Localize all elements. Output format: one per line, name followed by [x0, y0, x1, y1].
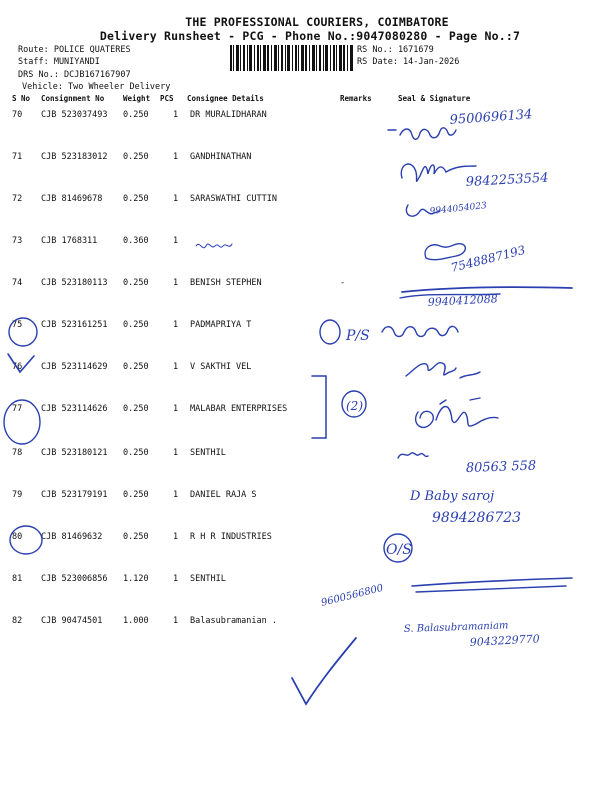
- row-sno: 76: [12, 362, 23, 372]
- phone-row78: 80563 558: [465, 458, 537, 476]
- row-consignment: CJB 81469632: [41, 532, 103, 542]
- table-row: [0, 194, 600, 236]
- row-pcs: 1: [173, 152, 179, 162]
- row-sno: 74: [12, 278, 23, 288]
- rs-date: RS Date: 14-Jan-2026: [357, 57, 460, 67]
- row-consignee: R H R INDUSTRIES: [190, 532, 272, 542]
- phone-row82: 9043229770: [469, 632, 541, 649]
- name-row82: S. Balasubramaniam: [403, 620, 509, 635]
- barcode-icon: [230, 45, 354, 71]
- row-consignment: CJB 523183012: [41, 152, 108, 162]
- runsheet-title: Delivery Runsheet - PCG - Phone No.:9047080280 - Page No.:7: [99, 29, 521, 43]
- row-pcs: 1: [173, 490, 179, 500]
- col-seal-signature: Seal & Signature: [398, 94, 471, 103]
- row-weight: 0.250: [123, 194, 149, 204]
- row-pcs: 1: [173, 236, 179, 246]
- col-sno: S No: [12, 94, 31, 103]
- row-pcs: 1: [173, 532, 179, 542]
- row-consignment: CJB 523006856: [41, 574, 108, 584]
- row-consignee: DANIEL RAJA S: [190, 490, 257, 500]
- row-consignee: BENISH STEPHEN: [190, 278, 262, 288]
- drs-number: DRS No.: DCJB167167907: [18, 70, 131, 80]
- row-sno: 80: [12, 532, 23, 542]
- row-consignment: CJB 90474501: [41, 616, 103, 626]
- row-sno: 75: [12, 320, 23, 330]
- row-pcs: 1: [173, 362, 179, 372]
- row-sno: 71: [12, 152, 23, 162]
- row-pcs: 1: [173, 110, 179, 120]
- phone-row73: 7548887193: [449, 242, 527, 275]
- phone-row72: 9944054023: [429, 201, 488, 217]
- vehicle-label: Vehicle: Two Wheeler Delivery: [22, 82, 171, 92]
- row-consignment: CJB 1768311: [41, 236, 98, 246]
- remark-row81: 9600566800: [320, 582, 385, 609]
- route-label: Route: POLICE QUATERES: [18, 45, 131, 55]
- row-weight: 0.250: [123, 110, 149, 120]
- table-row: [0, 448, 600, 490]
- row-consignee: MALABAR ENTERPRISES: [190, 404, 288, 414]
- row-weight: 0.250: [123, 490, 149, 500]
- staff-label: Staff: MUNIYANDI: [18, 57, 100, 67]
- row-consignment: CJB 523114626: [41, 404, 108, 414]
- row-consignment: CJB 523161251: [41, 320, 108, 330]
- table-row: [0, 532, 600, 574]
- table-row: [0, 490, 600, 532]
- col-pcs: PCS: [160, 94, 174, 103]
- col-consignee: Consignee Details: [187, 94, 264, 103]
- phone-row79: 9894286723: [432, 510, 522, 526]
- name-row79: D Baby saroj: [410, 489, 495, 504]
- row-weight: 0.250: [123, 320, 149, 330]
- row-consignment: CJB 523114629: [41, 362, 108, 372]
- row-pcs: 1: [173, 320, 179, 330]
- table-row: [0, 152, 600, 194]
- col-remarks: Remarks: [340, 94, 372, 103]
- col-weight: Weight: [123, 94, 151, 103]
- row-pcs: 1: [173, 448, 179, 458]
- table-row: [0, 278, 600, 320]
- row-consignee: Balasubramanian .: [190, 616, 277, 626]
- row-weight: 1.000: [123, 616, 149, 626]
- row-consignee: SENTHIL: [190, 574, 226, 584]
- remark-row75: P/S: [346, 328, 370, 344]
- row-consignment: CJB 81469678: [41, 194, 103, 204]
- row-pcs: 1: [173, 404, 179, 414]
- table-row: [0, 616, 600, 658]
- col-consignment: Consignment No: [41, 94, 105, 103]
- row-pcs: 1: [173, 616, 179, 626]
- row-sno: 70: [12, 110, 23, 120]
- row-sno: 82: [12, 616, 23, 626]
- row-weight: 0.250: [123, 448, 149, 458]
- row-consignee: V SAKTHI VEL: [190, 362, 252, 372]
- row-sno: 79: [12, 490, 23, 500]
- row-pcs: 1: [173, 278, 179, 288]
- row-remark: -: [340, 278, 346, 288]
- phone-row74: 9940412088: [427, 292, 499, 309]
- table-row: [0, 574, 600, 616]
- company-title: THE PROFESSIONAL COURIERS, COIMBATORE: [185, 15, 449, 29]
- row-weight: 0.250: [123, 404, 149, 414]
- row-sno: 81: [12, 574, 23, 584]
- row-consignee: DR MURALIDHARAN: [190, 110, 267, 120]
- rs-number: RS No.: 1671679: [357, 45, 434, 55]
- row-sno: 78: [12, 448, 23, 458]
- row-weight: 0.360: [123, 236, 149, 246]
- table-row: [0, 362, 600, 404]
- row-consignment: CJB 523180121: [41, 448, 108, 458]
- row-sno: 77: [12, 404, 23, 414]
- row-sno: 73: [12, 236, 23, 246]
- remark-row77: (2): [346, 399, 363, 413]
- phone-row71: 9842253554: [465, 170, 549, 190]
- row-pcs: 1: [173, 574, 179, 584]
- row-weight: 0.250: [123, 532, 149, 542]
- table-header: [0, 94, 600, 106]
- row-consignee: SENTHIL: [190, 448, 226, 458]
- row-consignee: GANDHINATHAN: [190, 152, 252, 162]
- phone-row70: 9500696134: [449, 107, 533, 128]
- row-consignment: CJB 523037493: [41, 110, 108, 120]
- row-weight: 1.120: [123, 574, 149, 584]
- table-row: [0, 236, 600, 278]
- row-consignment: CJB 523180113: [41, 278, 108, 288]
- row-consignment: CJB 523179191: [41, 490, 108, 500]
- row-weight: 0.250: [123, 362, 149, 372]
- table-row: [0, 404, 600, 446]
- row-sno: 72: [12, 194, 23, 204]
- row-consignee: SARASWATHI CUTTIN: [190, 194, 277, 204]
- table-row: [0, 320, 600, 362]
- row-consignee: PADMAPRIYA T: [190, 320, 252, 330]
- row-pcs: 1: [173, 194, 179, 204]
- os-row80: O/S: [386, 542, 412, 558]
- row-weight: 0.250: [123, 278, 149, 288]
- table-row: [0, 110, 600, 152]
- row-weight: 0.250: [123, 152, 149, 162]
